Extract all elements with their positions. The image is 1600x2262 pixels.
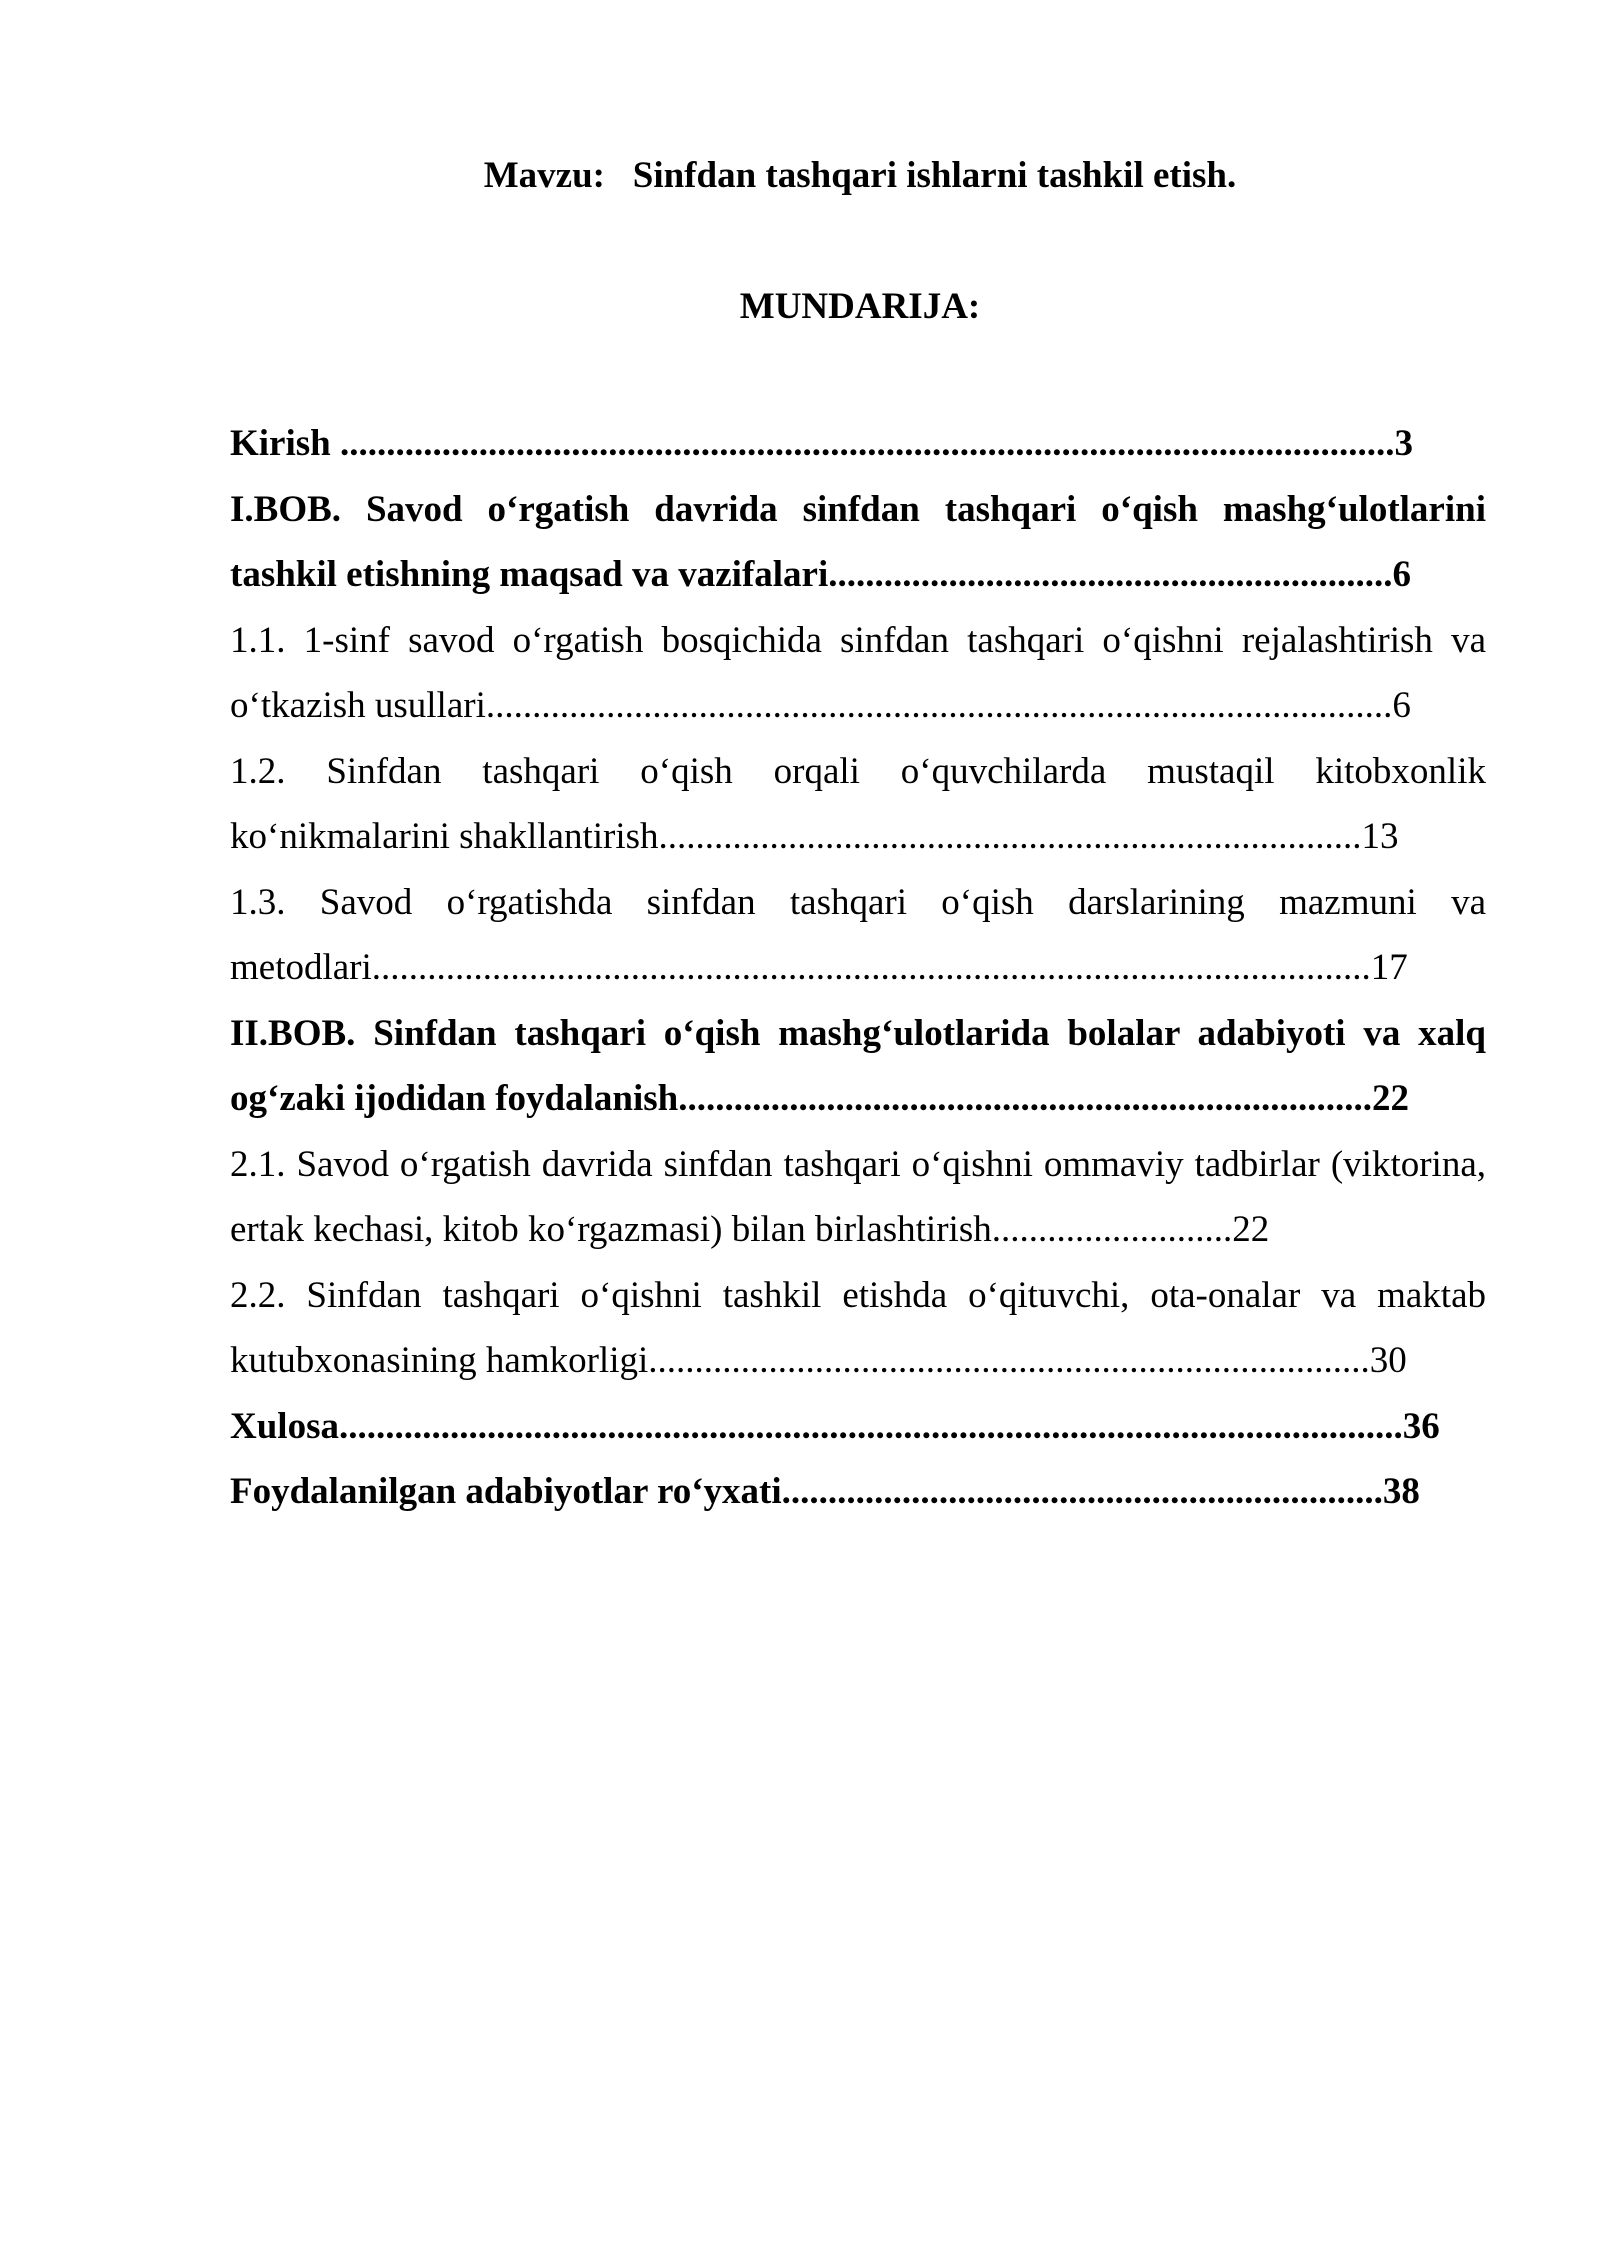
toc-entry-section-2-2: 2.2. Sinfdan tashqari o‘qishni tashkil etishda o‘qituvchi, ota-onalar va maktab kutubxonasining hamkorligi..............................................................................30: [230, 1274, 1486, 1381]
toc-entry-chapter-2: II.BOB. Sinfdan tashqari o‘qish mashg‘ulotlarida bolalar adabiyoti va xalq og‘zaki ijodidan foydalanish...........................................................................22: [230, 1012, 1486, 1119]
toc-entry-section-1-1: 1.1. 1-sinf savod o‘rgatish bosqichida sinfdan tashqari o‘qishni rejalashtirish va o‘tkazish usullari..................................................................................................6: [230, 619, 1486, 726]
toc-entry-section-2-1: 2.1. Savod o‘rgatish davrida sinfdan tashqari o‘qishni ommaviy tadbirlar (viktorina, ertak kechasi, kitob ko‘rgazmasi) bilan birlashtirish..........................22: [230, 1143, 1486, 1250]
toc-entry-section-1-3: 1.3. Savod o‘rgatishda sinfdan tashqari o‘qish darslarining mazmuni va metodlari............................................................................................................17: [230, 881, 1486, 988]
toc-entry-references: Foydalanilgan adabiyotlar ro‘yxati.................................................................38: [230, 1471, 1420, 1512]
topic-title: Mavzu: Sinfdan tashqari ishlarni tashkil etish.: [483, 155, 1237, 196]
toc-entry-chapter-1: I.BOB. Savod o‘rgatish davrida sinfdan tashqari o‘qish mashg‘ulotlarini tashkil etishning maqsad va vazifalari.............................................................6: [230, 488, 1486, 595]
table-of-contents: [230, 411, 1486, 1525]
toc-entry-kirish: Kirish ..................................................................................................................3: [230, 423, 1413, 464]
toc-entry-xulosa: Xulosa...................................................................................................................36: [230, 1405, 1440, 1447]
toc-heading: MUNDARIJA:: [739, 286, 981, 327]
toc-entry-section-1-2: 1.2. Sinfdan tashqari o‘qish orqali o‘quvchilarda mustaqil kitobxonlik ko‘nikmalarini shakllantirish............................................................................13: [230, 750, 1486, 857]
